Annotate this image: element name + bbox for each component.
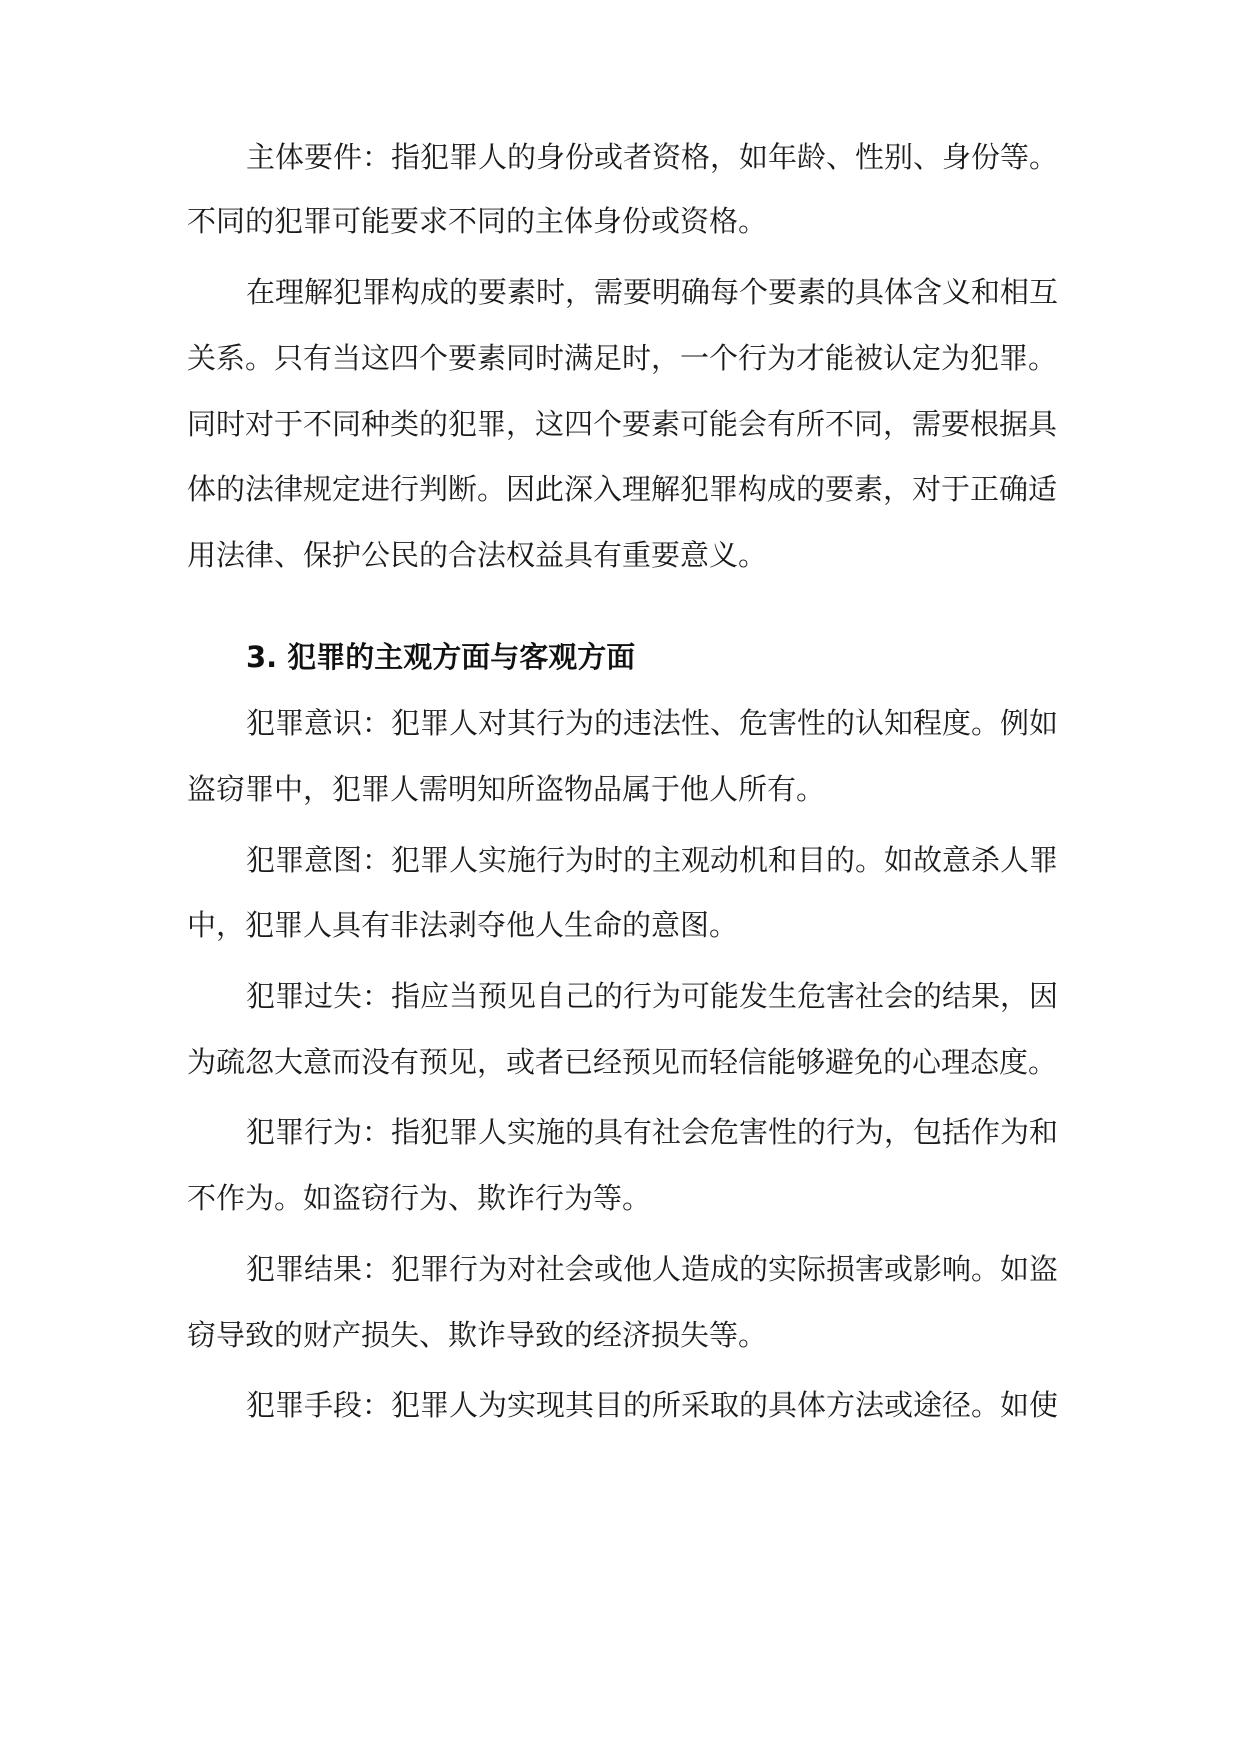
paragraph-line: 同时对于不同种类的犯罪，这四个要素可能会有所不同，需要根据具 — [187, 407, 1058, 441]
paragraph-line: 犯罪行为：指犯罪人实施的具有社会危害性的行为，包括作为和 — [246, 1115, 1059, 1149]
paragraph-line: 犯罪意图：犯罪人实施行为时的主观动机和目的。如故意杀人罪 — [246, 843, 1059, 877]
paragraph-line: 不同的犯罪可能要求不同的主体身份或资格。 — [187, 204, 768, 238]
paragraph-line: 盗窃罪中，犯罪人需明知所盗物品属于他人所有。 — [187, 772, 826, 806]
paragraph-line: 犯罪结果：犯罪行为对社会或他人造成的实际损害或影响。如盗 — [246, 1252, 1059, 1286]
paragraph-line: 关系。只有当这四个要素同时满足时，一个行为才能被认定为犯罪。 — [187, 341, 1058, 375]
paragraph-line: 用法律、保护公民的合法权益具有重要意义。 — [187, 538, 768, 572]
section-heading: 3. 犯罪的主观方面与客观方面 — [246, 640, 636, 674]
paragraph-line: 犯罪意识：犯罪人对其行为的违法性、危害性的认知程度。例如 — [246, 706, 1059, 740]
paragraph-line: 主体要件：指犯罪人的身份或者资格，如年龄、性别、身份等。 — [246, 140, 1059, 174]
paragraph-line: 为疏忽大意而没有预见，或者已经预见而轻信能够避免的心理态度。 — [187, 1045, 1058, 1079]
paragraph-line: 窃导致的财产损失、欺诈导致的经济损失等。 — [187, 1318, 768, 1352]
paragraph-line: 不作为。如盗窃行为、欺诈行为等。 — [187, 1181, 652, 1215]
paragraph-line: 中，犯罪人具有非法剥夺他人生命的意图。 — [187, 908, 739, 942]
paragraph-line: 犯罪手段：犯罪人为实现其目的所采取的具体方法或途径。如使 — [246, 1388, 1059, 1422]
paragraph-line: 在理解犯罪构成的要素时，需要明确每个要素的具体含义和相互 — [246, 275, 1059, 309]
paragraph-line: 犯罪过失：指应当预见自己的行为可能发生危害社会的结果，因 — [246, 979, 1059, 1013]
paragraph-line: 体的法律规定进行判断。因此深入理解犯罪构成的要素，对于正确适 — [187, 472, 1058, 506]
